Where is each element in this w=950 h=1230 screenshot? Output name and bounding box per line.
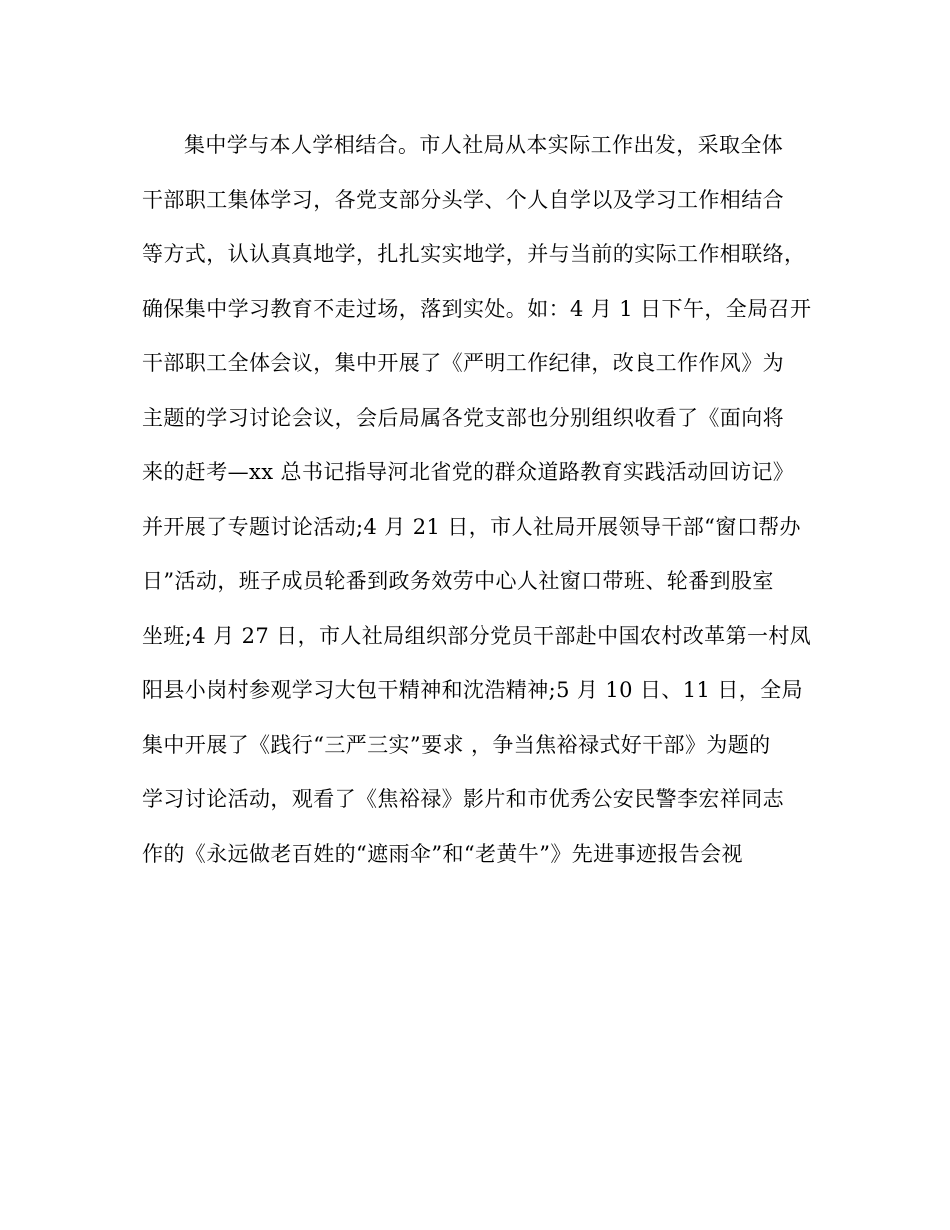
paragraph-line-3: 等方式，认认真真地学，扎扎实实地学，并与当前的实际工作相联络， — [142, 242, 806, 266]
paragraph-line-6: 主题的学习讨论会议，会后局属各党支部也分别组织收看了《面向将 — [142, 405, 784, 430]
paragraph-line-10: 坐班;4 月 27 日，市人社局组织部分党员干部赴中国农村改革第一村凤 — [142, 623, 812, 648]
paragraph-line-2: 干部职工集体学习，各党支部分头学、个人自学以及学习工作相结合 — [142, 187, 784, 212]
paragraph-line-1: 集中学与本人学相结合。市人社局从本实际工作出发，采取全体 — [184, 133, 784, 157]
paragraph-line-4: 确保集中学习教育不走过场，落到实处。如：4 月 1 日下午，全局召开 — [142, 296, 812, 321]
paragraph-line-8: 并开展了专题讨论活动;4 月 21 日，市人社局开展领导干部“窗口帮办 — [142, 514, 801, 539]
paragraph-line-13: 学习讨论活动，观看了《焦裕禄》影片和市优秀公安民警李宏祥同志 — [142, 787, 784, 811]
paragraph-line-11: 阳县小岗村参观学习大包干精神和沈浩精神;5 月 10 日、11 日，全局 — [142, 678, 803, 702]
body-paragraph — [142, 118, 812, 881]
paragraph-line-14: 作的《永远做老百姓的“遮雨伞”和“老黄牛”》先进事迹报告会视 — [142, 841, 743, 866]
paragraph-line-12: 集中开展了《践行“三严三实”要求 ，争当焦裕禄式好干部》为题的 — [142, 732, 771, 757]
paragraph-line-5: 干部职工全体会议，集中开展了《严明工作纪律，改良工作作风》为 — [142, 351, 784, 375]
paragraph-line-9: 日”活动，班子成员轮番到政务效劳中心人社窗口带班、轮番到股室 — [142, 569, 774, 593]
paragraph-line-7: 来的赶考—xx 总书记指导河北省党的群众道路教育实践活动回访记》 — [142, 460, 795, 484]
